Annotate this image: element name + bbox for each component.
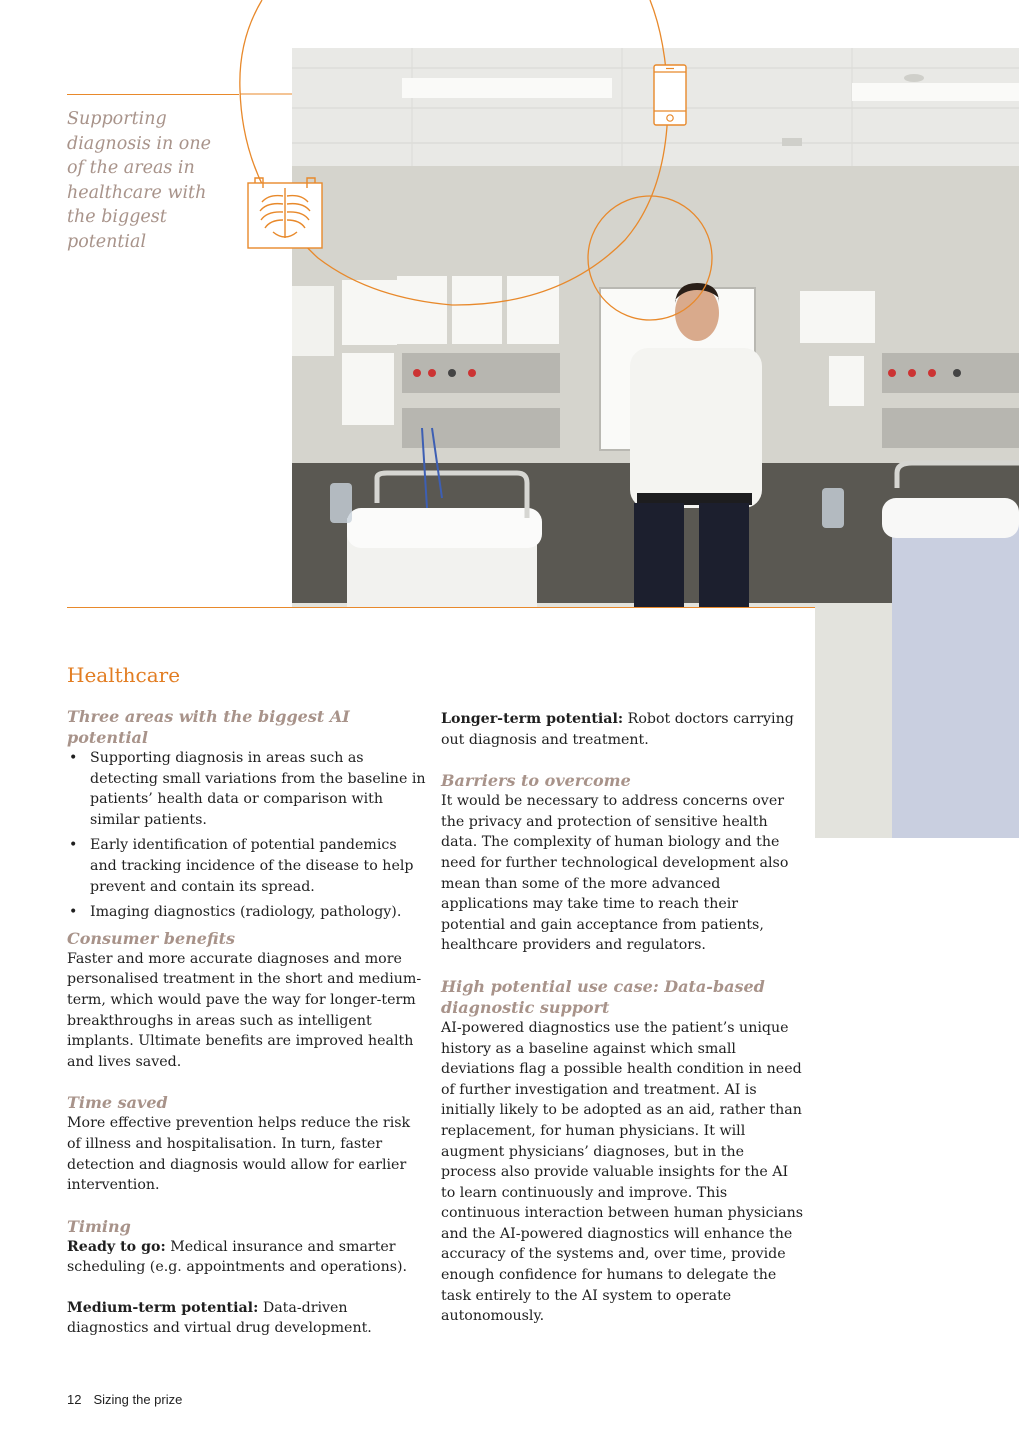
timing-ready-paragraph bbox=[67, 1237, 427, 1278]
page-footer bbox=[67, 1392, 182, 1407]
timing-heading: Timing bbox=[67, 1216, 131, 1236]
smartphone-icon bbox=[653, 64, 687, 126]
list-item: • Early identification of potential pandemics and tracking incidence of the disease to help prevent and contain its spread. bbox=[67, 835, 427, 897]
pull-quote-rule bbox=[67, 94, 239, 95]
timing-medium-paragraph bbox=[67, 1298, 427, 1339]
time-saved-heading: Time saved bbox=[67, 1093, 168, 1113]
time-saved-text: More effective prevention helps reduce the risk of illness and hospitalisation. In turn, faster detection and diagnosis would allow for earlier intervention. bbox=[67, 1115, 411, 1194]
section-divider bbox=[67, 607, 815, 608]
longer-label: Longer-term potential: bbox=[441, 711, 624, 727]
use-case-heading: High potential use case: Data-based diagnostic support bbox=[441, 976, 765, 1017]
ready-text: Medical insurance and smarter scheduling (e.g. appointments and operations). bbox=[67, 1238, 408, 1276]
ready-label: Ready to go: bbox=[67, 1238, 166, 1255]
barriers-heading: Barriers to overcome bbox=[441, 771, 631, 791]
footer-section-title: Sizing the prize bbox=[93, 1392, 183, 1407]
ai-potential-heading: Three areas with the biggest AI potential bbox=[67, 707, 350, 747]
barriers-text: It would be necessary to address concerns over the privacy and protection of sensitive health data. The complexity of human biology and the need for further technological development also mean than some of the more advanced applications may take time to reach their potential and gain acceptance from patients, healthcare providers and regulators. bbox=[441, 793, 789, 954]
list-item: • Supporting diagnosis in areas such as detecting small variations from the baseline in patients’ health data or comparison with similar patients. bbox=[67, 748, 427, 830]
left-column bbox=[67, 706, 427, 1339]
use-case-text: AI-powered diagnostics use the patient’s unique history as a baseline against which small deviations flag a possible health condition in need of further investigation and treatment. AI is initially likely to be adopted as an aid, rather than replacement, for human physicians. It will augment physicians’ diagnoses, but in the process also provide valuable insights for the AI to learn continuously and improve. This continuous interaction between human physicians and the AI-powered diagnostics will enhance the accuracy of the systems and, over time, provide enough confidence for humans to delegate the task entirely to the AI system to operate autonomously. bbox=[441, 1019, 804, 1325]
section-title: Healthcare bbox=[67, 663, 181, 687]
medium-text: Data-driven diagnostics and virtual drug development. bbox=[67, 1299, 372, 1337]
longer-text: Robot doctors carrying out diagnosis and treatment. bbox=[441, 711, 794, 748]
page-number: 12 bbox=[67, 1392, 82, 1407]
pull-quote: Supporting diagnosis in one of the areas in healthcare with the biggest potential bbox=[67, 109, 211, 252]
xray-ribcage-icon bbox=[247, 176, 323, 250]
medium-label: Medium-term potential: bbox=[67, 1299, 259, 1316]
list-item: • Imaging diagnostics (radiology, pathology). bbox=[67, 902, 427, 923]
ai-potential-list bbox=[67, 748, 427, 923]
right-column bbox=[441, 709, 803, 1327]
consumer-benefits-heading: Consumer benefits bbox=[67, 928, 235, 948]
consumer-benefits-text: Faster and more accurate diagnoses and more personalised treatment in the short and medium-term, which would pave the way for longer-term breakthroughs in areas such as intelligent implants. Ultimate benefits are improved health and lives saved. bbox=[67, 950, 422, 1070]
timing-longer-paragraph bbox=[441, 709, 803, 750]
